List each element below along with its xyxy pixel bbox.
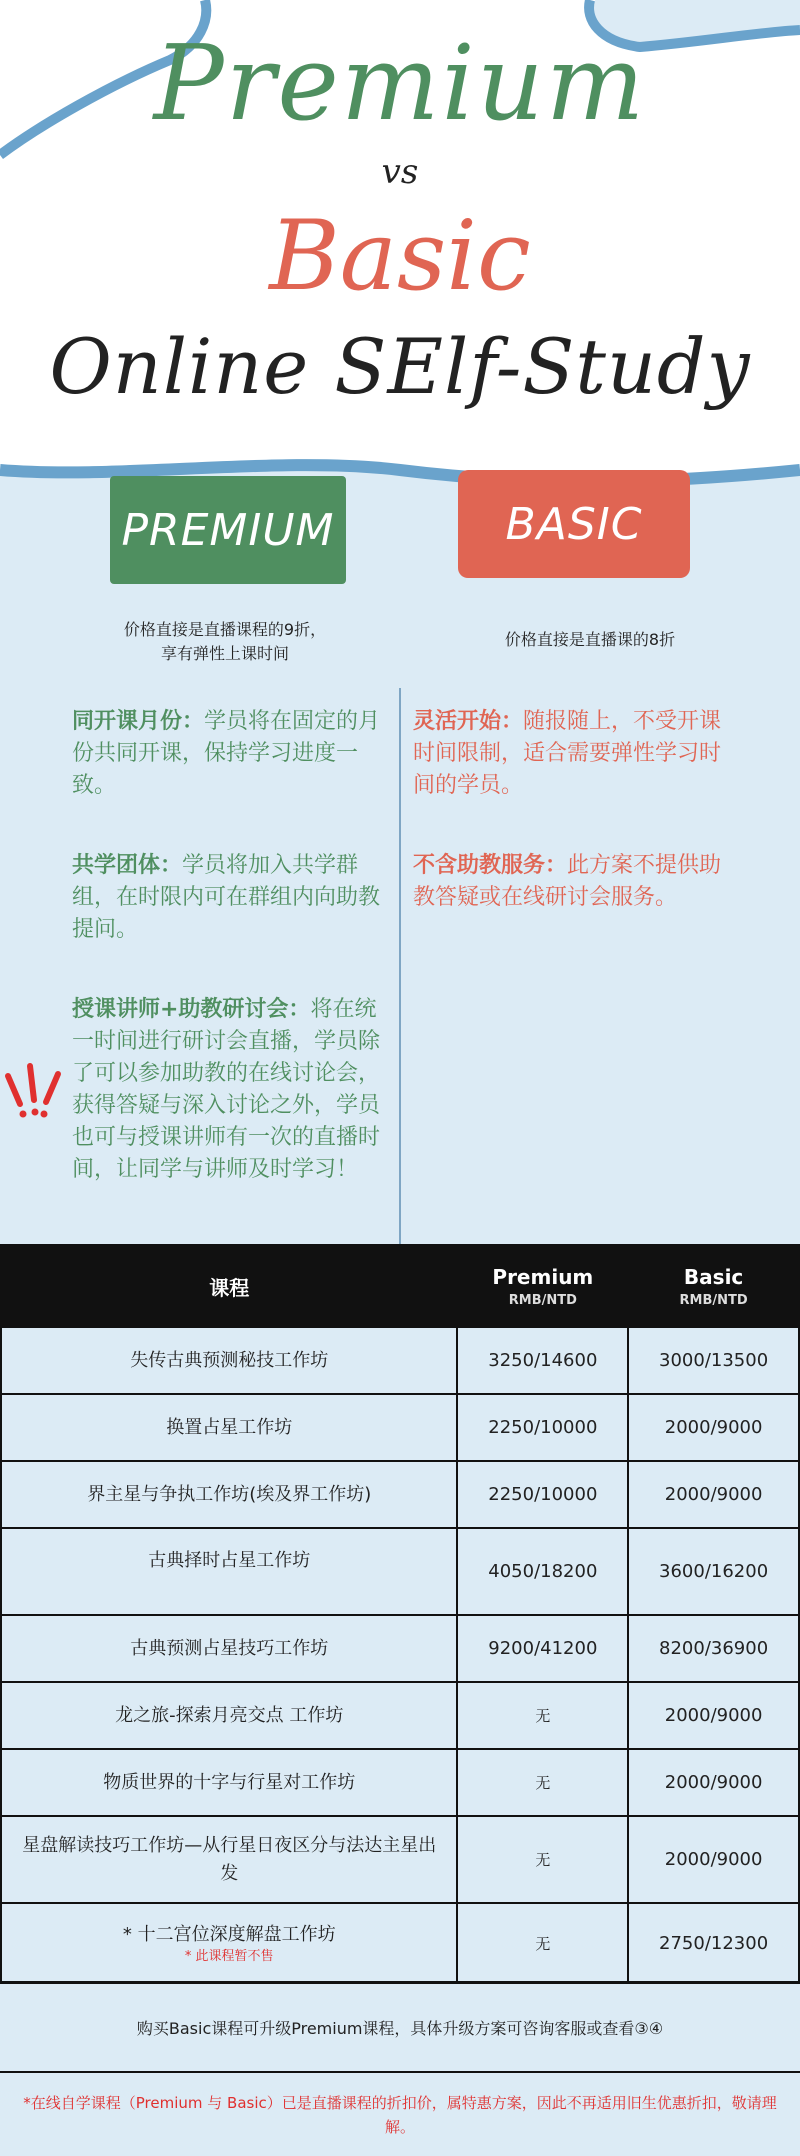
- course-name: 换置占星工作坊: [1, 1394, 457, 1461]
- basic-feature: [413, 850, 733, 914]
- feature-text: 学员将在固定的月份共同开课，保持学习进度一致。: [72, 709, 381, 798]
- premium-price: 无: [457, 1749, 628, 1816]
- basic-price: 2000/9000: [628, 1682, 799, 1749]
- table-row: [1, 1394, 799, 1461]
- basic-price: 2750/12300: [628, 1903, 799, 1983]
- price-table: [0, 1244, 800, 1984]
- basic-price: 3600/16200: [628, 1528, 799, 1615]
- table-row: [1, 1615, 799, 1682]
- basic-price: 3000/13500: [628, 1327, 799, 1394]
- title-premium: Premium: [153, 22, 647, 144]
- premium-feature: [72, 994, 390, 1186]
- basic-feature: [413, 706, 733, 802]
- header-premium-unit: RMB/NTD: [508, 1292, 577, 1308]
- header-basic-unit: RMB/NTD: [679, 1292, 748, 1308]
- course-name: 星盘解读技巧工作坊—从行星日夜区分与法达主星出发: [1, 1816, 457, 1903]
- basic-price: 8200/36900: [628, 1615, 799, 1682]
- title-basic: Basic: [269, 200, 531, 312]
- feature-text: 学员将加入共学群组，在时限内可在群组内向助教提问。: [72, 853, 381, 942]
- premium-subnote-line2: 享有弹性上课时间: [160, 644, 289, 663]
- header-course: 课程: [1, 1245, 457, 1327]
- basic-badge: BASIC: [458, 470, 690, 578]
- basic-price: 2000/9000: [628, 1749, 799, 1816]
- premium-badge: PREMIUM: [110, 476, 346, 584]
- feature-text: 随报随上，不受开课时间限制，适合需要弹性学习时间的学员。: [413, 709, 722, 798]
- upgrade-note: 购买Basic课程可升级Premium课程，具体升级方案可咨询客服或查看③④: [0, 1981, 800, 2071]
- table-row: [1, 1682, 799, 1749]
- discount-disclaimer: *在线自学课程（Premium 与 Basic）已是直播课程的折扣价，属特惠方案，因此不再适用旧生优惠折扣，敬请理解。: [0, 2071, 800, 2156]
- not-for-sale-note: * 此课程暂不售: [184, 1949, 274, 1964]
- premium-price: 4050/18200: [457, 1528, 628, 1615]
- premium-feature: [72, 850, 390, 946]
- premium-price: 无: [457, 1682, 628, 1749]
- feature-title: 共学团体：: [72, 853, 183, 878]
- feature-title: 灵活开始：: [413, 709, 524, 734]
- premium-price: 3250/14600: [457, 1327, 628, 1394]
- feature-title: 同开课月份：: [72, 709, 205, 734]
- title-online-self-study: Online SElf-Study: [49, 322, 751, 411]
- premium-subnote-line1: 价格直接是直播课程的9折，: [123, 620, 327, 639]
- basic-features: [413, 706, 733, 962]
- table-row: [1, 1327, 799, 1394]
- course-name: 界主星与争执工作坊(埃及界工作坊): [1, 1461, 457, 1528]
- basic-price: 2000/9000: [628, 1816, 799, 1903]
- table-row: [1, 1816, 799, 1903]
- table-row: [1, 1903, 799, 1983]
- basic-subnote: 价格直接是直播课的8折: [504, 630, 676, 649]
- basic-price: 2000/9000: [628, 1461, 799, 1528]
- header-premium-label: Premium: [492, 1264, 594, 1289]
- hero-section: [0, 0, 800, 520]
- feature-text: 将在统一时间进行研讨会直播，学员除了可以参加助教的在线讨论会，获得答疑与深入讨论之外，学员也可与授课讲师有一次的直播时间，让同学与讲师及时学习！: [72, 997, 381, 1182]
- table-header-row: [1, 1245, 799, 1327]
- feature-text: 此方案不提供助教答疑或在线研讨会服务。: [413, 853, 722, 910]
- feature-title: 不含助教服务：: [413, 853, 568, 878]
- column-divider: [399, 688, 401, 1244]
- course-name: 失传古典预测秘技工作坊: [1, 1327, 457, 1394]
- premium-feature: [72, 706, 390, 802]
- feature-title: 授课讲师+助教研讨会：: [72, 997, 311, 1022]
- header-premium: [457, 1245, 628, 1327]
- premium-subnote: [60, 618, 390, 666]
- course-name: * 十二宫位深度解盘工作坊: [122, 1924, 336, 1945]
- course-name: 古典预测占星技巧工作坊: [1, 1615, 457, 1682]
- header-basic: [628, 1245, 799, 1327]
- premium-price: 2250/10000: [457, 1394, 628, 1461]
- premium-price: 无: [457, 1816, 628, 1903]
- basic-price: 2000/9000: [628, 1394, 799, 1461]
- title-vs: vs: [381, 152, 419, 192]
- course-name: 古典择时占星工作坊: [1, 1528, 457, 1615]
- course-name: 龙之旅-探索月亮交点 工作坊: [1, 1682, 457, 1749]
- premium-price: 2250/10000: [457, 1461, 628, 1528]
- header-basic-label: Basic: [683, 1264, 744, 1289]
- premium-features: [72, 706, 390, 1234]
- premium-price: 9200/41200: [457, 1615, 628, 1682]
- course-name: 物质世界的十字与行星对工作坊: [1, 1749, 457, 1816]
- premium-price: 无: [457, 1903, 628, 1983]
- exclamation-icon: [0, 1060, 70, 1122]
- table-row: [1, 1528, 799, 1615]
- table-row: [1, 1749, 799, 1816]
- course-name-cell: [1, 1903, 457, 1983]
- table-row: [1, 1461, 799, 1528]
